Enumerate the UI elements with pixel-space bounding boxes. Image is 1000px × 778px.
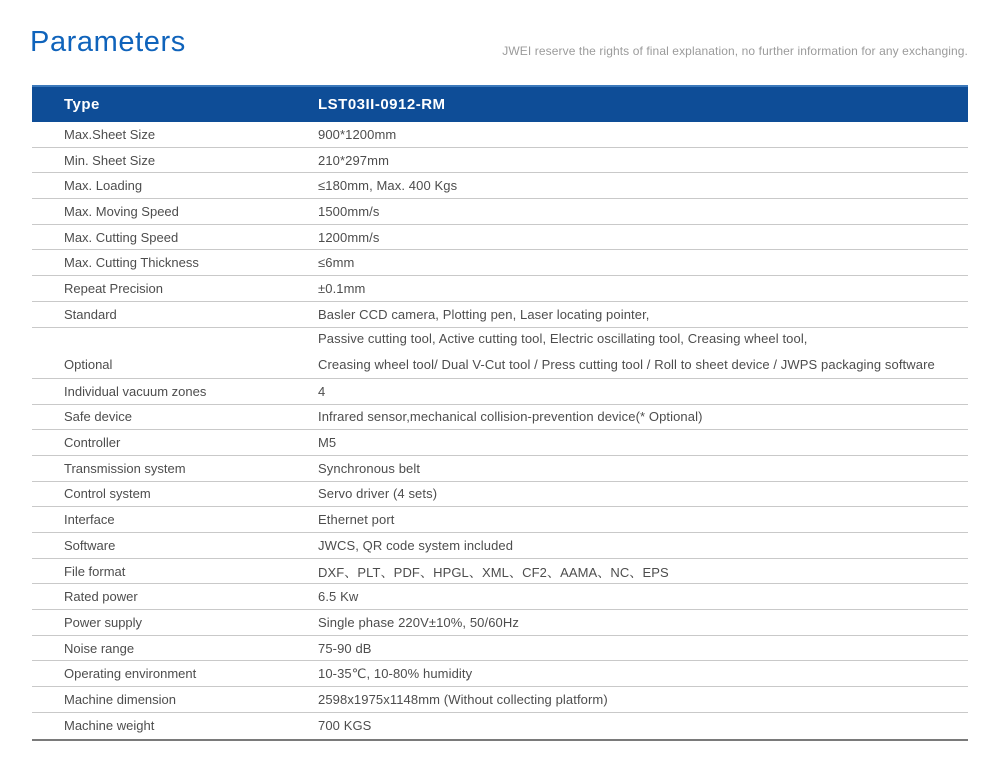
param-label: Max. Moving Speed — [64, 203, 179, 219]
param-label: Interface — [64, 512, 115, 528]
param-value: 4 — [318, 383, 326, 399]
param-label: Noise range — [64, 640, 135, 656]
param-label: Rated power — [64, 589, 138, 605]
param-value: 2598x1975x1148mm (Without collecting platform) — [318, 691, 608, 707]
table-header-model: LST03II-0912-RM — [318, 96, 446, 113]
param-row — [32, 661, 968, 687]
param-value: ≤6mm — [318, 255, 355, 271]
page-title: Parameters — [30, 26, 186, 58]
param-label: Max.Sheet Size — [64, 126, 156, 142]
param-label: Optional — [64, 357, 113, 373]
param-value: 75-90 dB — [318, 640, 372, 656]
parameters-table — [32, 85, 968, 741]
param-label: Max. Cutting Speed — [64, 229, 179, 245]
param-row — [32, 302, 968, 328]
param-value-line: Passive cutting tool, Active cutting tool, Electric oscillating tool, Creasing wheel tool, — [318, 331, 808, 347]
param-row — [32, 559, 968, 585]
param-value: JWCS, QR code system included — [318, 537, 514, 553]
param-row — [32, 379, 968, 405]
param-value: 1500mm/s — [318, 203, 380, 219]
table-header-row — [32, 85, 968, 122]
param-row — [32, 456, 968, 482]
disclaimer-text: JWEI reserve the rights of final explanation, no further information for any exchanging. — [502, 44, 968, 58]
param-value: Infrared sensor,mechanical collision-prevention device(* Optional) — [318, 409, 703, 425]
param-value: 10-35℃, 10-80% humidity — [318, 665, 473, 681]
param-value: 1200mm/s — [318, 229, 380, 245]
param-label: Power supply — [64, 614, 143, 630]
param-label: Min. Sheet Size — [64, 152, 156, 168]
param-value-line: Creasing wheel tool/ Dual V-Cut tool / Press cutting tool / Roll to sheet device / JWPS packaging software — [318, 357, 935, 373]
param-row — [32, 533, 968, 559]
param-value: Servo driver (4 sets) — [318, 486, 438, 502]
param-row — [32, 687, 968, 713]
param-value: 900*1200mm — [318, 126, 397, 142]
param-label: Machine dimension — [64, 691, 177, 707]
param-row — [32, 584, 968, 610]
param-label: Standard — [64, 306, 117, 322]
param-value — [318, 326, 968, 377]
param-row — [32, 405, 968, 431]
param-row — [32, 199, 968, 225]
param-label: Machine weight — [64, 718, 155, 734]
param-row — [32, 610, 968, 636]
param-label: Max. Loading — [64, 178, 143, 194]
param-label: Control system — [64, 486, 151, 502]
param-row — [32, 122, 968, 148]
param-row — [32, 713, 968, 739]
param-value: Single phase 220V±10%, 50/60Hz — [318, 614, 519, 630]
table-body — [32, 122, 968, 741]
param-value: Basler CCD camera, Plotting pen, Laser locating pointer, — [318, 306, 650, 322]
param-value: 210*297mm — [318, 152, 389, 168]
param-label: Safe device — [64, 409, 132, 425]
param-value: ±0.1mm — [318, 280, 366, 296]
param-label: Software — [64, 537, 116, 553]
param-row — [32, 276, 968, 302]
param-row — [32, 507, 968, 533]
param-row — [32, 328, 968, 379]
param-row — [32, 225, 968, 251]
table-header-type: Type — [64, 96, 100, 113]
param-label: Controller — [64, 435, 121, 451]
param-value: Ethernet port — [318, 512, 395, 528]
param-value: ≤180mm, Max. 400 Kgs — [318, 178, 458, 194]
param-label: Max. Cutting Thickness — [64, 255, 199, 271]
param-row — [32, 636, 968, 662]
param-row — [32, 430, 968, 456]
param-label: Individual vacuum zones — [64, 383, 207, 399]
param-row — [32, 148, 968, 174]
param-label: Operating environment — [64, 666, 197, 682]
param-row — [32, 173, 968, 199]
param-value: 700 KGS — [318, 718, 372, 734]
param-label: File format — [64, 563, 126, 579]
param-label: Transmission system — [64, 460, 186, 476]
param-value: Synchronous belt — [318, 460, 421, 476]
param-value: M5 — [318, 435, 337, 451]
param-value: DXF、PLT、PDF、HPGL、XML、CF2、AAMA、NC、EPS — [318, 564, 669, 580]
param-value: 6.5 Kw — [318, 589, 359, 605]
param-label: Repeat Precision — [64, 280, 163, 296]
param-row — [32, 482, 968, 508]
param-row — [32, 250, 968, 276]
